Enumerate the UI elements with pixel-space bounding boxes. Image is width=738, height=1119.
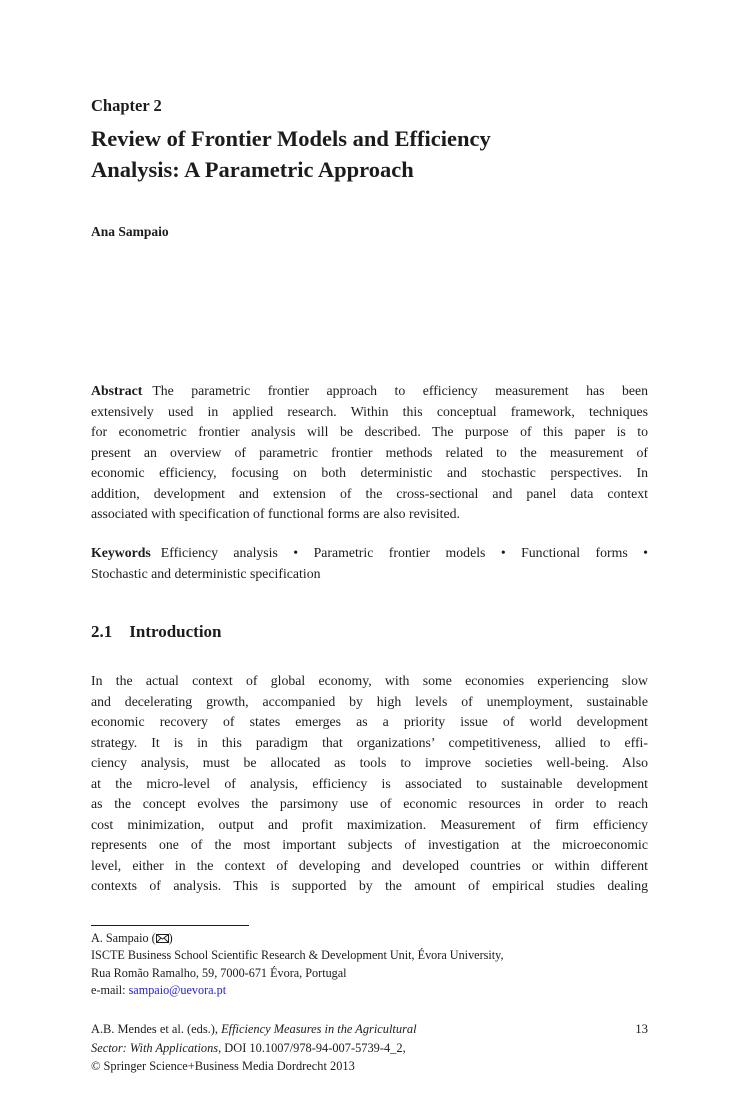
email-link[interactable]: sampaio@uevora.pt [128,983,227,998]
abstract-line: for econometric frontier analysis will be described. The purpose of this paper is to [91,424,648,439]
credits-book-title-part1: Efficiency Measures in the Agricultural [221,1022,417,1036]
keywords-label: Keywords [91,545,151,560]
paragraph-line: and decelerating growth, accompanied by high levels of unemployment, sustainable [91,693,648,709]
paragraph-line: as the concept evolves the parsimony use of economic resources in order to reach [91,796,648,811]
page-number: 13 [635,1022,648,1036]
section-number: 2.1 [91,622,113,641]
abstract-line: extensively used in applied research. Within this conceptual framework, techniques [91,403,648,419]
keywords-line [91,543,648,564]
paragraph-line: level, either in the context of developing and developed countries or within different [91,857,648,873]
paragraph-line: strategy. It is in this paradigm that organizations’ competitiveness, allied to effi- [91,734,648,750]
paragraph-line: cost minimization, output and profit maximization. Measurement of firm efficiency [91,816,648,832]
paragraph-line: In the actual context of global economy, with some economies experiencing slow [91,673,648,688]
footnote-address-line: Rua Romão Ramalho, 59, 7000-671 Évora, Portugal [91,965,347,980]
abstract-label: Abstract [91,383,143,398]
chapter-title [91,123,691,185]
keywords-section [91,543,648,584]
credits-doi: , DOI 10.1007/978-94-007-5739-4_2, [218,1040,406,1055]
paragraph-line: contexts of analysis. This is supported by the amount of empirical studies dealing [91,878,648,893]
section-heading [91,620,222,644]
keywords-line: Stochastic and deterministic specification [91,565,321,581]
abstract-line: addition, development and extension of the cross-sectional and panel data context [91,485,648,501]
footnote-author-line [91,930,648,947]
abstract-line [91,381,648,402]
keywords-text: Efficiency analysis • Parametric frontier models • Functional forms • [160,545,648,560]
email-label: e-mail: [91,983,129,998]
paragraph-line: ciency analysis, must be allocated as tools to improve societies well-being. Also [91,755,648,770]
footnote-email-line [91,982,648,999]
footnote-affiliation-line: ISCTE Business School Scientific Research & Development Unit, Évora University, [91,948,504,963]
credits-copyright: © Springer Science+Business Media Dordrecht 2013 [91,1059,355,1074]
abstract-line: associated with specification of functional forms are also revisited. [91,506,460,521]
chapter-label: Chapter 2 [91,96,162,115]
abstract-text: The parametric frontier approach to efficiency measurement has been [152,383,648,398]
introduction-paragraph [91,671,648,897]
paragraph-line: at the micro-level of analysis, efficiency is associated to sustainable development [91,775,648,791]
abstract-line: economic efficiency, focusing on both deterministic and stochastic perspectives. In [91,465,648,480]
abstract-section [91,381,648,525]
footnote-author-prefix: A. Sampaio ( [91,931,156,945]
credits-editors: A.B. Mendes et al. (eds.), [91,1022,222,1036]
credits-line-2 [91,1039,648,1058]
correspondence-footnote [91,930,648,1000]
paragraph-line: economic recovery of states emerges as a priority issue of world development [91,714,648,729]
footnote-author-suffix: ) [168,931,173,945]
paragraph-line: represents one of the most important subjects of investigation at the microeconomic [91,837,648,852]
envelope-icon [156,932,169,946]
abstract-line: present an overview of parametric frontier methods related to the measurement of [91,444,648,460]
author-name: Ana Sampaio [91,224,169,239]
chapter-title-line-2: Analysis: A Parametric Approach [91,157,414,182]
chapter-title-line-1: Review of Frontier Models and Efficiency [91,126,491,151]
footnote-divider [91,925,249,926]
section-title: Introduction [129,622,222,641]
credits-book-title-part2: Sector: With Applications [91,1040,219,1055]
